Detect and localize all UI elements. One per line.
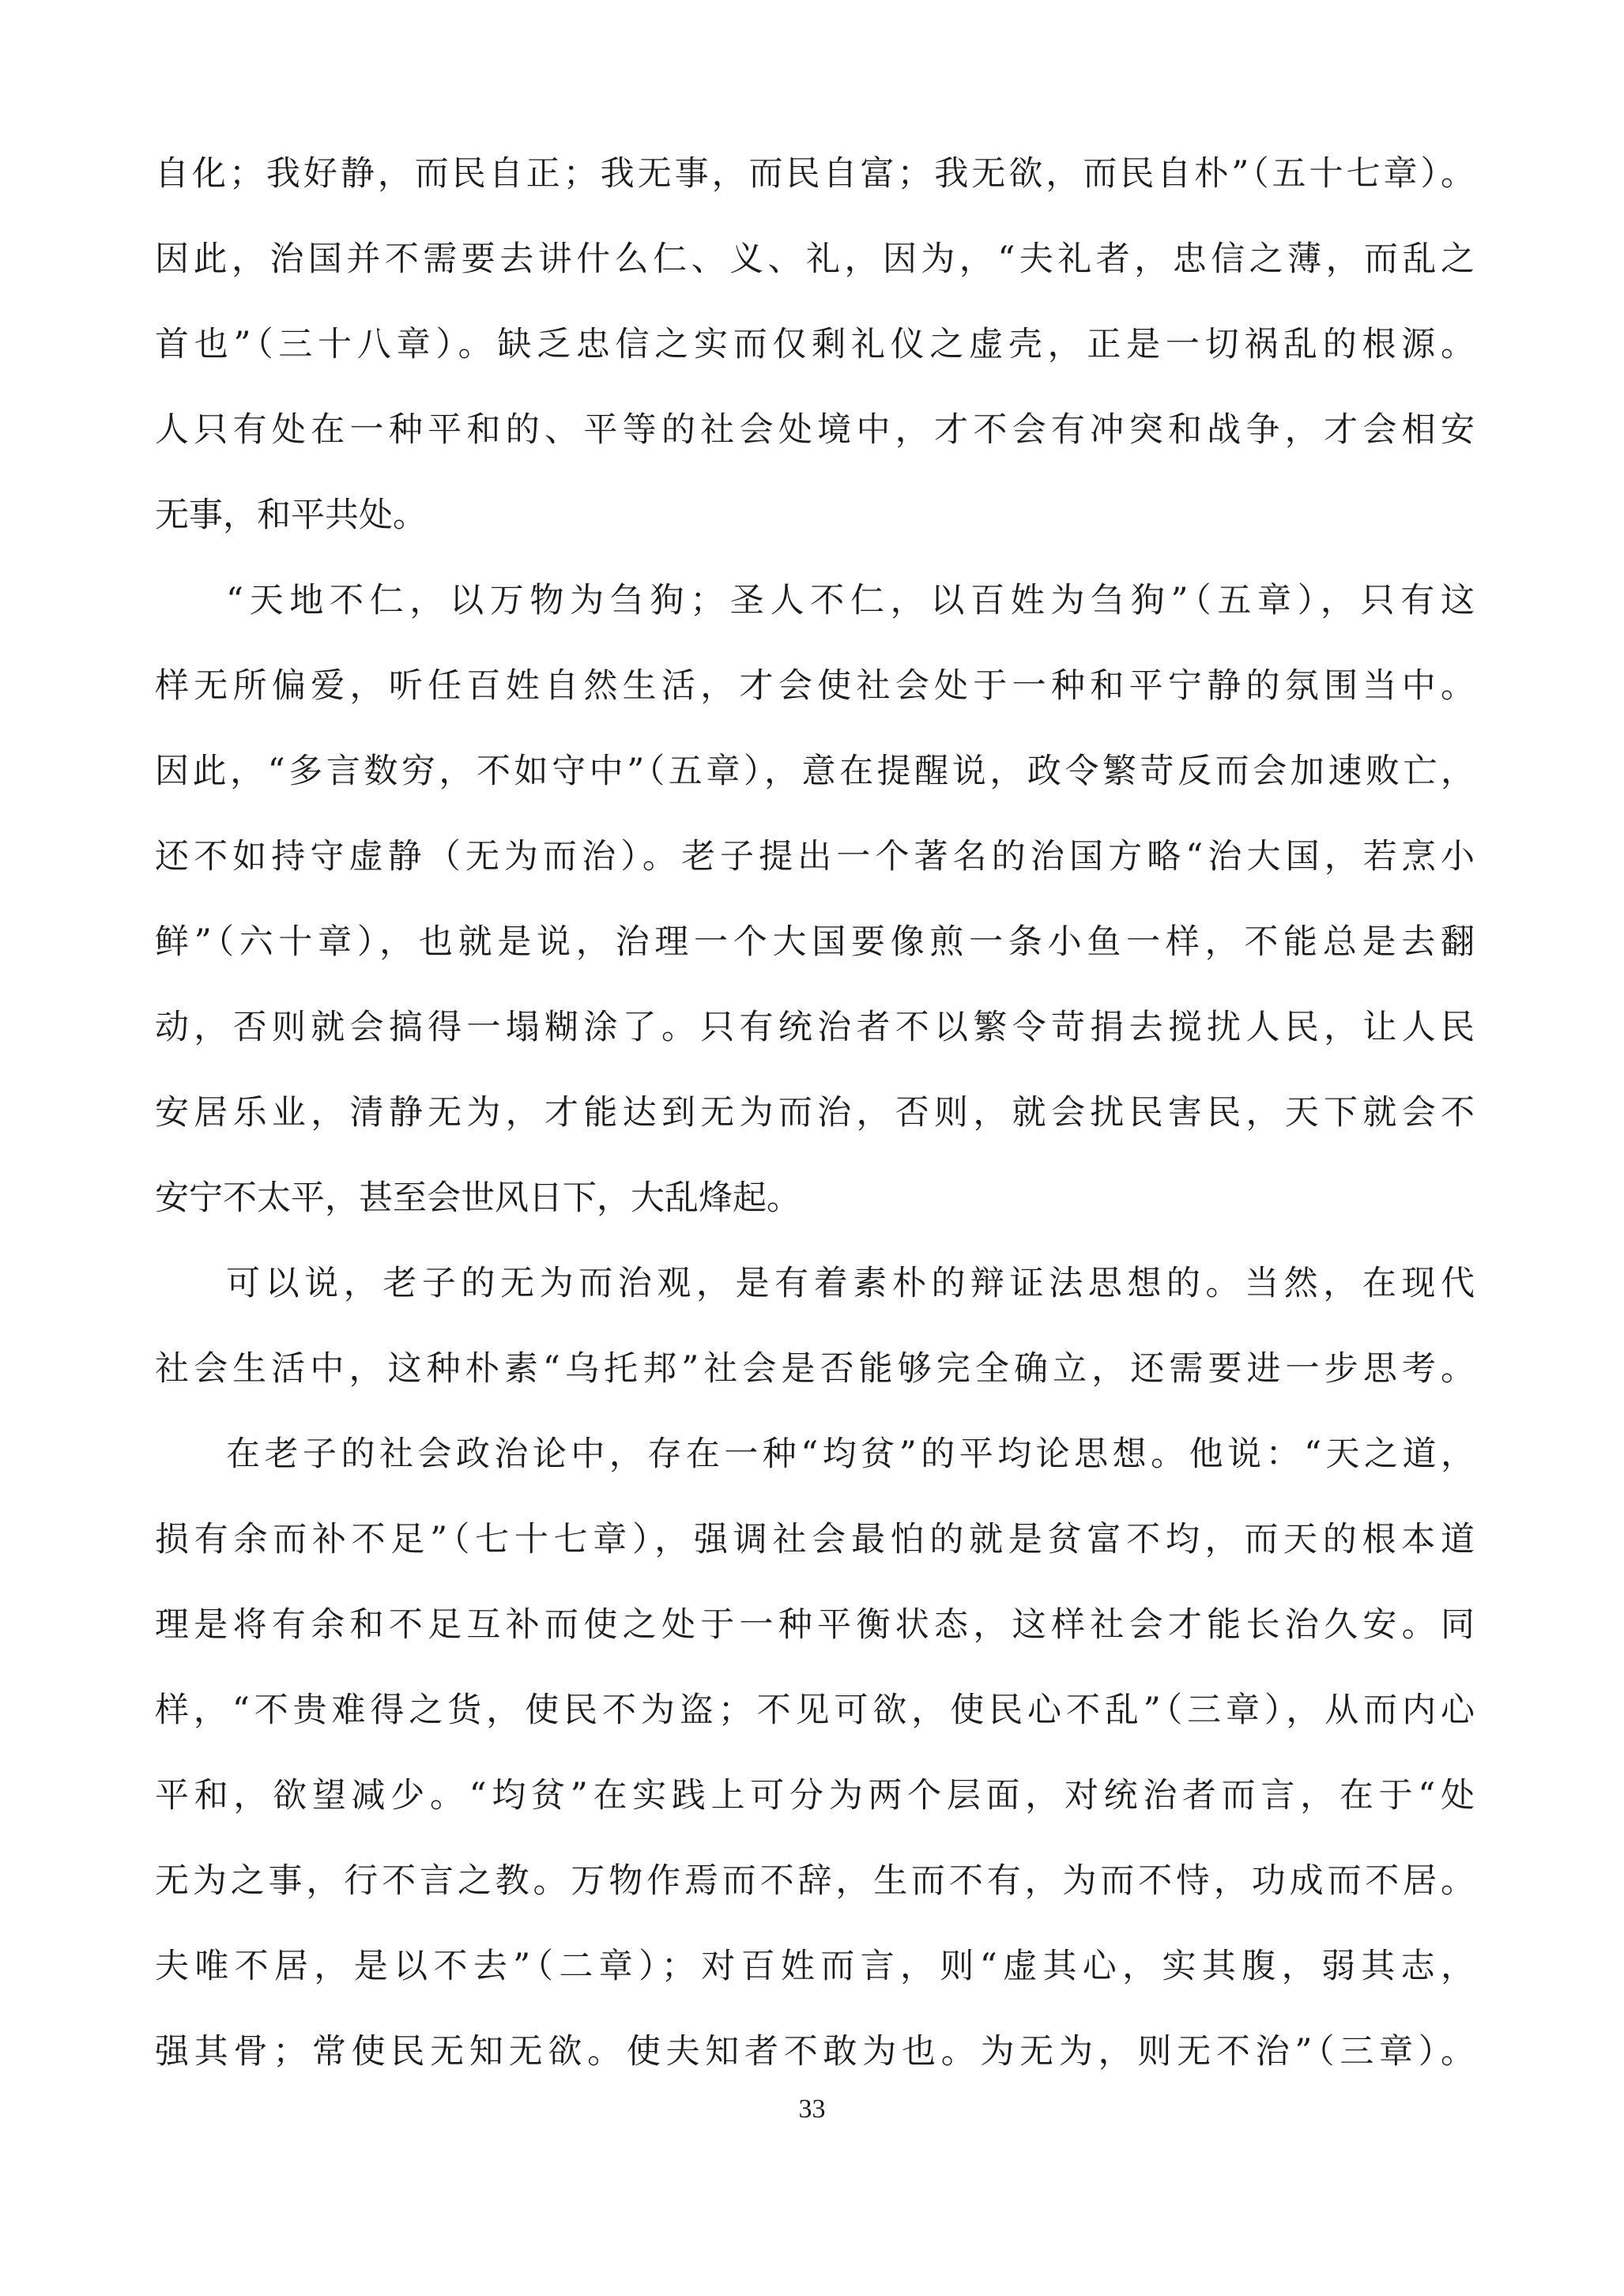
text-line: 样无所偏爱，听任百姓自然生活，才会使社会处于一种和平宁静的氛围当中。 xyxy=(155,666,1475,706)
text-line: 样，“不贵难得之货，使民不为盗；不见可欲，使民心不乱”（三章），从而内心 xyxy=(155,1691,1475,1730)
text-line: 人只有处在一种平和的、平等的社会处境中，才不会有冲突和战争，才会相安 xyxy=(155,410,1475,450)
paragraph-2 xyxy=(155,558,1475,1241)
text-line: 夫唯不居，是以不去”（二章）；对百姓而言，则“虚其心，实其腹，弱其志， xyxy=(155,1947,1475,1986)
text-line: 自化；我好静，而民自正；我无事，而民自富；我无欲，而民自朴”（五十七章）。 xyxy=(155,154,1475,194)
text-line: 鲜”（六十章），也就是说，治理一个大国要像煎一条小鱼一样，不能总是去翻 xyxy=(155,922,1475,962)
text-line: 平和，欲望减少。“均贫”在实践上可分为两个层面，对统治者而言，在于“处 xyxy=(155,1776,1475,1815)
text-line: 在老子的社会政治论中，存在一种“均贫”的平均论思想。他说：“天之道， xyxy=(226,1435,1475,1474)
text-line: 因此，“多言数穷，不如守中”（五章），意在提醒说，政令繁苛反而会加速败亡， xyxy=(155,752,1475,791)
paragraph-4 xyxy=(155,1412,1475,2094)
text-line: 可以说，老子的无为而治观，是有着素朴的辩证法思想的。当然，在现代 xyxy=(226,1264,1475,1303)
text-line: 还不如持守虚静（无为而治）。老子提出一个著名的治国方略“治大国，若烹小 xyxy=(155,837,1475,877)
text-line: 理是将有余和不足互补而使之处于一种平衡状态，这样社会才能长治久安。同 xyxy=(155,1605,1475,1645)
paragraph-1 xyxy=(155,131,1475,558)
text-line: 损有余而补不足”（七十七章），强调社会最怕的就是贫富不均，而天的根本道 xyxy=(155,1520,1475,1559)
text-line: 强其骨；常使民无知无欲。使夫知者不敢为也。为无为，则无不治”（三章）。 xyxy=(155,2032,1475,2072)
text-line: 无为之事，行不言之教。万物作焉而不辞，生而不有，为而不恃，功成而不居。 xyxy=(155,1861,1475,1901)
text-line: 社会生活中，这种朴素“乌托邦”社会是否能够完全确立，还需要进一步思考。 xyxy=(155,1349,1475,1389)
page-number: 33 xyxy=(798,2094,826,2124)
text-line: 动，否则就会搞得一塌糊涂了。只有统治者不以繁令苛捐去搅扰人民，让人民 xyxy=(155,1008,1475,1047)
body-text xyxy=(155,131,1475,2094)
text-line: 因此，治国并不需要去讲什么仁、义、礼，因为，“夫礼者，忠信之薄，而乱之 xyxy=(155,239,1475,279)
text-line: 安居乐业，清静无为，才能达到无为而治，否则，就会扰民害民，天下就会不 xyxy=(155,1093,1475,1133)
paragraph-3 xyxy=(155,1241,1475,1412)
text-line: “天地不仁，以万物为刍狗；圣人不仁，以百姓为刍狗”（五章），只有这 xyxy=(226,581,1475,620)
text-line: 首也”（三十八章）。缺乏忠信之实而仅剩礼仪之虚壳，正是一切祸乱的根源。 xyxy=(155,325,1475,364)
text-line: 无事，和平共处。 xyxy=(155,496,427,535)
text-line: 安宁不太平，甚至会世风日下，大乱烽起。 xyxy=(155,1178,801,1218)
